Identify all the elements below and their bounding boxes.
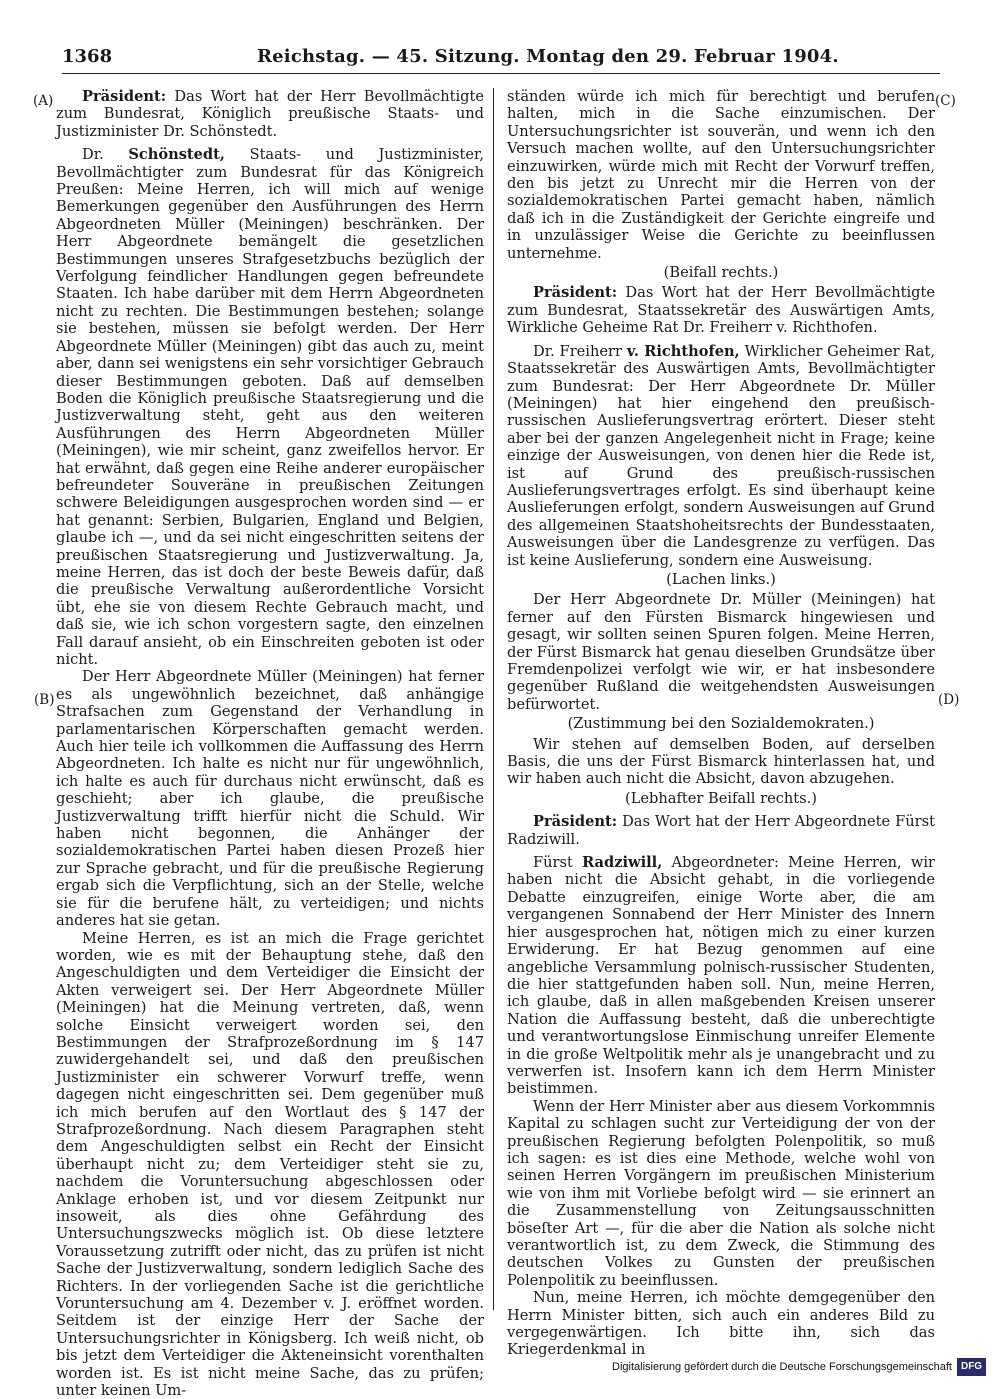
margin-marker-c: (C) [935,93,956,109]
paragraph [56,88,484,140]
page-number: 1368 [62,44,112,70]
paragraph: Der Herr Abgeordnete Dr. Müller (Meiningen) hat ferner auf den Fürsten Bismarck hingewiesen und gesagt, wir sollten seinen Spuren folgen. Meine Herren, der Fürst Bismarck hat genau dieselben Grundsätze über Fremdenpolizei verfolgt wie wir, er hat insbesondere gegenüber Rußland die weitgehendsten Ausweisungen befürwortet. [507,591,935,713]
speaker-title: Dr. Freiherr [533,343,627,360]
margin-marker-b: (B) [34,692,54,708]
speaker-name: Präsident: [533,813,617,830]
speaker-name: Radziwill, [582,854,662,871]
paragraph-text: Das Wort hat der Herr Bevollmächtigte zum Bundesrat, Königlich preußische Staats- und Justizminister Dr. Schönstedt. [56,88,484,140]
footer-text: Digitalisierung gefördert durch die Deutsche Forschungsgemeinschaft [612,1356,952,1378]
paragraph-text: Staats- und Justizminister, Bevollmächtigter zum Bundesrat für das Königreich Preußen: Meine Herren, ich will mich auf wenige Bemerkungen gegenüber den Ausführungen des Herrn Abgeordneten Müller (Meiningen) beschränken. Der Herr Abgeordnete bemängelt die gesetzlichen Bestimmungen unseres Strafgesetzbuchs bezüglich der Verfolgung feindlicher Handlungen gegen befreundete Staaten. Ich habe darüber mit dem Herrn Abgeordneten nicht zu rechten. Die Bestimmungen bestehen; solange sie bestehen, müssen sie befolgt werden. Der Herr Abgeordnete Müller (Meiningen) gibt das auch zu, meint aber, dann sei wenigstens ein sehr vorsichtiger Gebrauch dieser Bestimmungen geboten. Daß auf demselben Boden die Königlich preußische Staatsregierung und die Justizverwaltung steht, geht aus den weiteren Ausführungen des Herrn Abgeordneten Müller (Meiningen), wie mir scheint, ganz zweifellos hervor. Er hat erwähnt, daß gegen eine Reihe anderer europäischer befreundeter Souveräne in preußischen Zeitungen schwere Beleidigungen ausgesprochen worden sind — er hat genannt: Serbien, Bulgarien, England und Belgien, glaube ich —, und da sei nicht eingeschritten seitens der preußischen Staatsregierung und Justizverwaltung. Ja, meine Herren, das ist doch der beste Beweis dafür, daß die preußische Verwaltung außerordentliche Vorsicht übt, ehe sie von diesem Rechte Gebrauch macht, und daß sie, wie ich schon vorgestern sagte, den einzelnen Fall darauf ansieht, ob ein Einschreiten geboten ist oder nicht. [56,146,484,668]
header-rule [62,73,940,74]
stage-note: (Lebhafter Beifall rechts.) [507,790,935,807]
stage-note: (Lachen links.) [507,571,935,588]
digitization-footer [612,1356,986,1378]
speaker-name: v. Richthofen, [627,343,740,360]
paragraph [507,343,935,569]
stage-note: (Zustimmung bei den Sozialdemokraten.) [507,715,935,732]
paragraph: Meine Herren, es ist an mich die Frage gerichtet worden, wie es mit der Behauptung stehe, daß den Angeschuldigten und dem Verteidiger die Einsicht der Akten verweigert sei. Der Herr Abgeordnete Müller (Meiningen) hat die Meinung vertreten, daß, wenn solche Einsicht verweigert worden sei, den Bestimmungen der Strafprozeßordnung im § 147 zuwidergehandelt sei, und daß den preußischen Justizminister ein schwerer Vorwurf treffe, wenn dagegen nicht eingeschritten sei. Dem gegenüber muß ich mich berufen auf den Wortlaut des § 147 der Strafprozeßordnung. Nach diesem Paragraphen steht dem Angeschuldigten selbst ein Recht der Einsicht überhaupt nicht zu; dem Verteidiger steht sie zu, nachdem die Voruntersuchung abgeschlossen oder Anklage erhoben ist, und vor diesem Zeitpunkt nur insoweit, als dies ohne Gefährdung des Untersuchungszwecks möglich ist. Ob diese letztere Voraussetzung zutrifft oder nicht, das zu prüfen ist nicht Sache der Justizverwaltung, sondern lediglich Sache des Richters. In der vorliegenden Sache ist die gerichtliche Voruntersuchung am 4. Dezember v. J. eröffnet worden. Seitdem ist der einzige Herr der Sache der Untersuchungsrichter in Königsberg. Ich weiß nicht, ob bis jetzt dem Verteidiger die Akteneinsicht vorenthalten worden ist. Es ist nicht meine Sache, das zu prüfen; unter keinen Um- [56,930,484,1399]
paragraph: Wir stehen auf demselben Boden, auf derselben Basis, die uns der Fürst Bismarck hinterlassen hat, und wir haben auch nicht die Absicht, davon abzugehen. [507,736,935,788]
stage-note: (Beifall rechts.) [507,264,935,281]
dfg-logo: DFG [957,1358,986,1376]
running-title: Reichstag. — 45. Sitzung. Montag den 29. Februar 1904. [257,44,839,70]
speaker-name: Präsident: [533,284,617,301]
margin-marker-a: (A) [33,93,53,109]
paragraph [507,854,935,1098]
paragraph [507,284,935,336]
paragraph-text: Das Wort hat der Herr Bevollmächtigte zum Bundesrat, Staatssekretär des Auswärtigen Amts, Wirkliche Geheime Rat Dr. Freiherr v. Richthofen. [507,284,935,336]
paragraph-text: Wirklicher Geheimer Rat, Staatssekretär des Auswärtigen Amts, Bevollmächtigter zum Bundesrat: Der Herr Abgeordnete Dr. Müller (Meiningen) hat hier eingehend den preußisch-russischen Auslieferungsvertrag erörtert. Dieser steht aber bei der ganzen Angelegenheit nicht in Frage; keine einzige der Ausweisungen, von denen hier die Rede ist, ist auf Grund des preußisch-russischen Auslieferungsvertrages erfolgt. Es sind überhaupt keine Auslieferungen erfolgt, sondern Ausweisungen auf Grund des allgemeinen Staatshoheitsrechts der Bundesstaaten, Ausweisungen über die Landesgrenze zu verfügen. Das ist keine Auslieferung, sondern eine Ausweisung. [507,343,935,569]
speaker-title: Fürst [533,854,582,871]
speaker-name: Schönstedt, [128,146,225,163]
paragraph [56,146,484,668]
paragraph: ständen würde ich mich für berechtigt und berufen halten, mich in die Sache einzumischen. Der Untersuchungsrichter ist souverän, und wenn ich den Versuch machen wollte, auf den Untersuchungsrichter einzuwirken, würde mich mit Recht der Vorwurf treffen, den bis jetzt zu Unrecht mir die Herren von der sozialdemokratischen Partei gemacht haben, nämlich daß ich in die Zuständigkeit der Gerichte eingreife und in unzulässiger Weise die Gerichte zu beeinflussen unternehme. [507,88,935,262]
paragraph: Der Herr Abgeordnete Müller (Meiningen) hat ferner es als ungewöhnlich bezeichnet, daß anhängige Strafsachen zum Gegenstand der Verhandlung in parlamentarischen Körperschaften gemacht werden. Auch hier teile ich vollkommen die Auffassung des Herrn Abgeordneten. Ich halte es nicht nur für ungewöhnlich, ich halte es auch für durchaus nicht erwünscht, daß es geschieht; aber ich glaube, die preußische Justizverwaltung trifft hierfür nicht die Schuld. Wir haben nicht begonnen, die Anhänger der sozialdemokratischen Partei haben diesen Prozeß hier zur Sprache gebracht, und für die preußische Regierung ergab sich die Verpflichtung, sich an der Stelle, welche sie für die berufene hält, zu verteidigen; und nichts anderes hat sie getan. [56,668,484,929]
paragraph [507,813,935,848]
paragraph-text: Das Wort hat der Herr Abgeordnete Fürst Radziwill. [507,813,935,847]
left-column [56,88,484,1310]
page-header [62,44,940,70]
speaker-name: Präsident: [82,88,166,105]
margin-marker-d: (D) [938,692,959,708]
column-divider [493,88,494,1310]
paragraph: Nun, meine Herren, ich möchte demgegenüber den Herrn Minister bitten, sich auch ein anderes Bild zu vergegenwärtigen. Ich bitte ihn, sich das Kriegerdenkmal in [507,1289,935,1359]
paragraph: Wenn der Herr Minister aber aus diesem Vorkommnis Kapital zu schlagen sucht zur Verteidigung der von der preußischen Regierung befolgten Polenpolitik, so muß ich sagen: es ist dies eine Methode, welche wohl von seinen Herren Vorgängern im preußischen Ministerium wie von ihm mit Vorliebe befolgt wird — sie erinnert an die Zusammenstellung von Zeitungsausschnitten böseſter Art —, für die aber die Nation als solche nicht verantwortlich ist, zu dem Zweck, die Stimmung des deutschen Volkes zu Gunsten der preußischen Polenpolitik zu beeinflussen. [507,1098,935,1289]
right-column [507,88,935,1310]
paragraph-text: Abgeordneter: Meine Herren, wir haben nicht die Absicht gehabt, in die vorliegende Debatte einzugreifen, einige Worte aber, die am vergangenen Sonnabend der Herr Minister des Innern hier ausgesprochen hat, nötigen mich zu einer kurzen Erwiderung. Er hat Bezug genommen auf eine angebliche Versammlung polnisch-russischer Studenten, die hier stattgefunden haben soll. Nun, meine Herren, ich glaube, daß in allen maßgebenden Kreisen unserer Nation die Auffassung besteht, daß die unberechtigte und verantwortungslose Einmischung unreifer Elemente in die große Weltpolitik mehr als je unangebracht und zu verwerfen ist. Insofern kann ich dem Herrn Minister beistimmen. [507,854,935,1097]
speaker-title: Dr. [82,146,128,163]
